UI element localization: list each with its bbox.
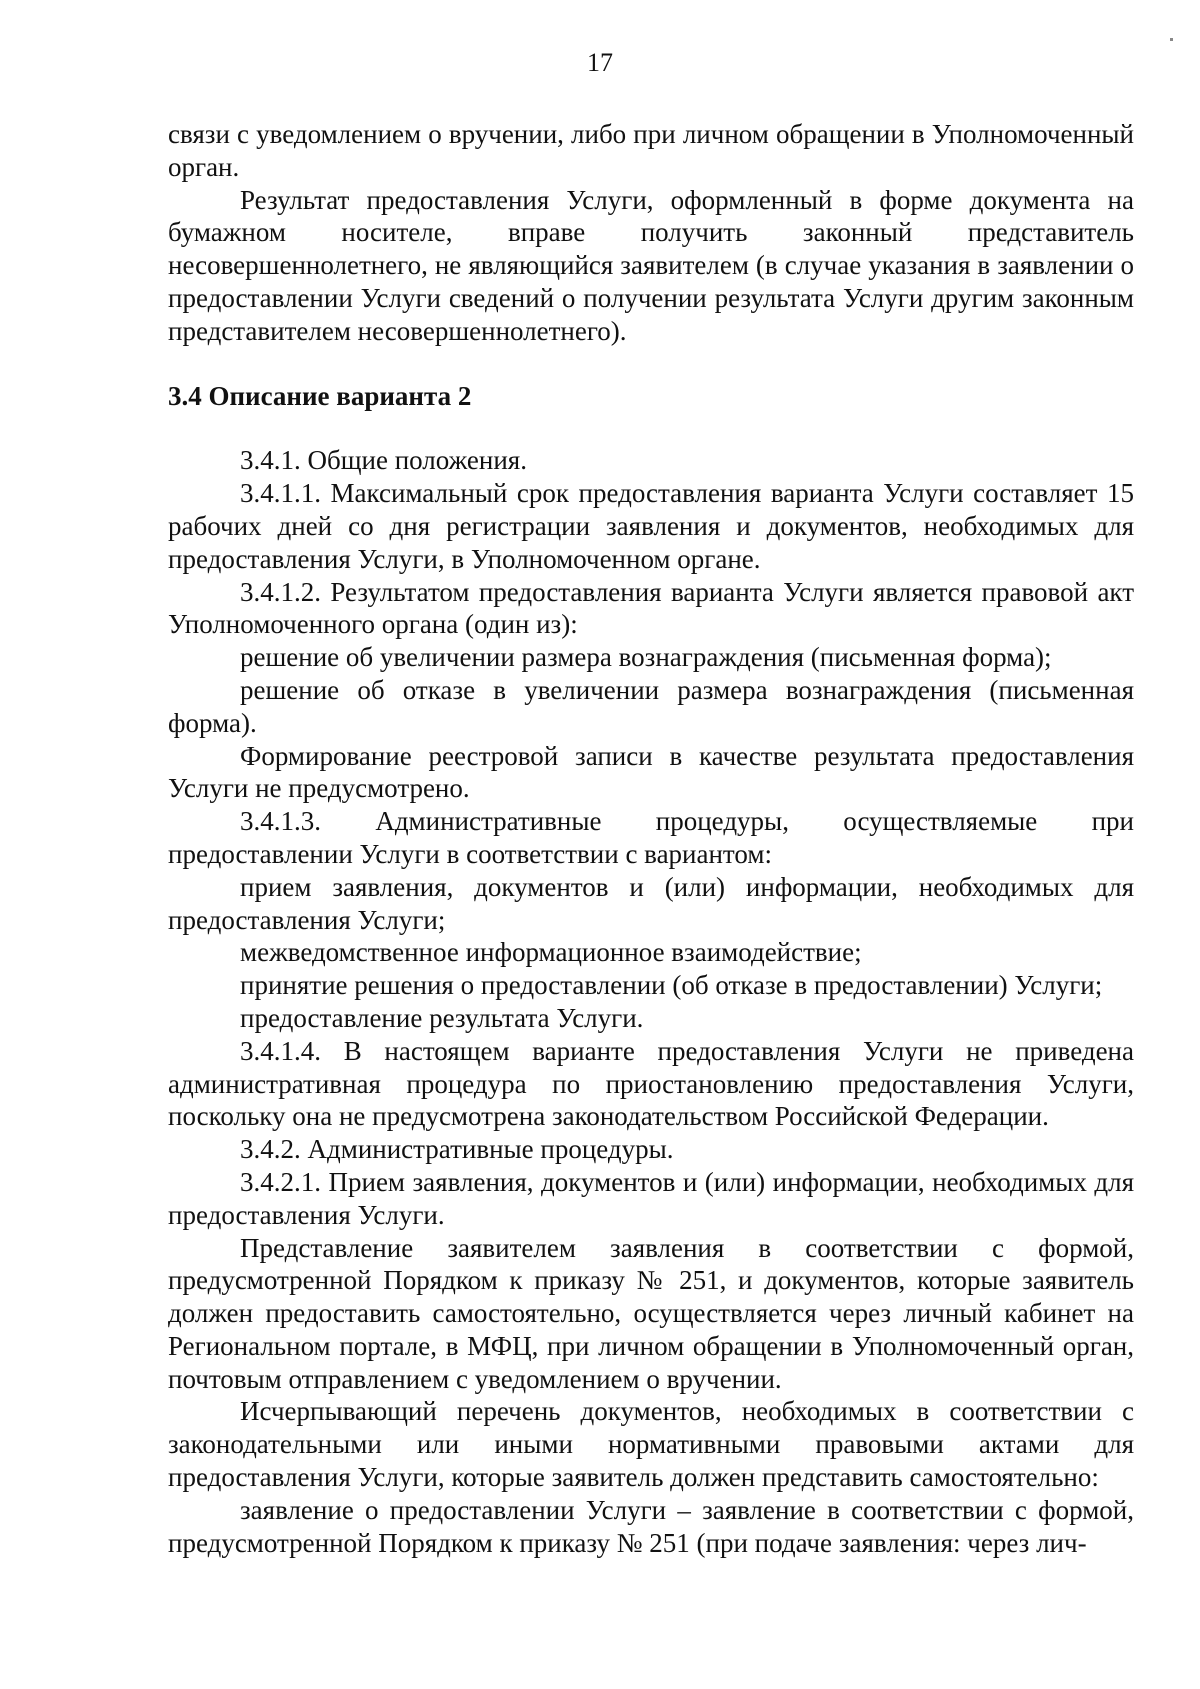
paragraph: Представление заявителем заявления в соответствии с формой, предусмотренной Порядком к приказу № 251, и документов, которые заявитель должен предоставить самостоятельно, осуществляется через личный кабинет на Региональном портале, в МФЦ, при личном обращении в Уполномоченный орган, почтовым отправлением с уведомлением о вручении. xyxy=(168,1232,1134,1394)
list-item: предоставление результата Услуги. xyxy=(240,1002,644,1033)
paragraph: заявление о предоставлении Услуги – заявление в соответствии с формой, предусмотренной Порядком к приказу № 251 (при подаче заявления: через лич- xyxy=(168,1494,1134,1558)
paragraph: 3.4.2.1. Прием заявления, документов и (или) информации, необходимых для предоставления Услуги. xyxy=(168,1166,1134,1230)
paragraph: Исчерпывающий перечень документов, необходимых в соответствии с законодательными или иными нормативными правовыми актами для предоставления Услуги, которые заявитель должен представить самостоятельно: xyxy=(168,1396,1134,1493)
paragraph: Формирование реестровой записи в качестве результата предоставления Услуги не предусмотрено. xyxy=(168,740,1134,804)
paragraph: 3.4.1.1. Максимальный срок предоставления варианта Услуги составляет 15 рабочих дней со дня регистрации заявления и документов, необходимых для предоставления Услуги, в Уполномоченном органе. xyxy=(168,478,1134,574)
scan-speck xyxy=(1170,38,1173,41)
document-body xyxy=(168,118,1134,1559)
list-item: принятие решения о предоставлении (об отказе в предоставлении) Услуги; xyxy=(240,970,1103,1001)
list-item: решение об отказе в увеличении размера вознаграждения (письменная форма). xyxy=(168,674,1134,738)
list-item: прием заявления, документов и (или) информации, необходимых для предоставления Услуги; xyxy=(168,871,1134,935)
paragraph: 3.4.1.4. В настоящем варианте предоставления Услуги не приведена административная процедура по приостановлению предоставления Услуги, поскольку она не предусмотрена законодательством Российской Федерации. xyxy=(168,1035,1134,1132)
paragraph: 3.4.1. Общие положения. xyxy=(240,445,527,476)
paragraph: связи с уведомлением о вручении, либо при личном обращении в Уполномоченный орган. xyxy=(168,119,1134,182)
paragraph: 3.4.1.2. Результатом предоставления варианта Услуги является правовой акт Уполномоченного органа (один из): xyxy=(168,576,1134,640)
list-item: межведомственное информационное взаимодействие; xyxy=(240,937,862,968)
section-heading: 3.4 Описание варианта 2 xyxy=(168,380,472,411)
paragraph: 3.4.1.3. Административные процедуры, осуществляемые при предоставлении Услуги в соответствии с вариантом: xyxy=(168,806,1134,869)
paragraph: Результат предоставления Услуги, оформленный в форме документа на бумажном носителе, вправе получить законный представитель несовершеннолетнего, не являющийся заявителем (в случае указания в заявлении о предоставлении Услуги сведений о получении результата Услуги другим законным представителем несовершеннолетнего). xyxy=(168,184,1134,346)
page-number: 17 xyxy=(587,48,613,77)
list-item: решение об увеличении размера вознаграждения (письменная форма); xyxy=(240,642,1052,673)
paragraph: 3.4.2. Административные процедуры. xyxy=(240,1134,674,1165)
